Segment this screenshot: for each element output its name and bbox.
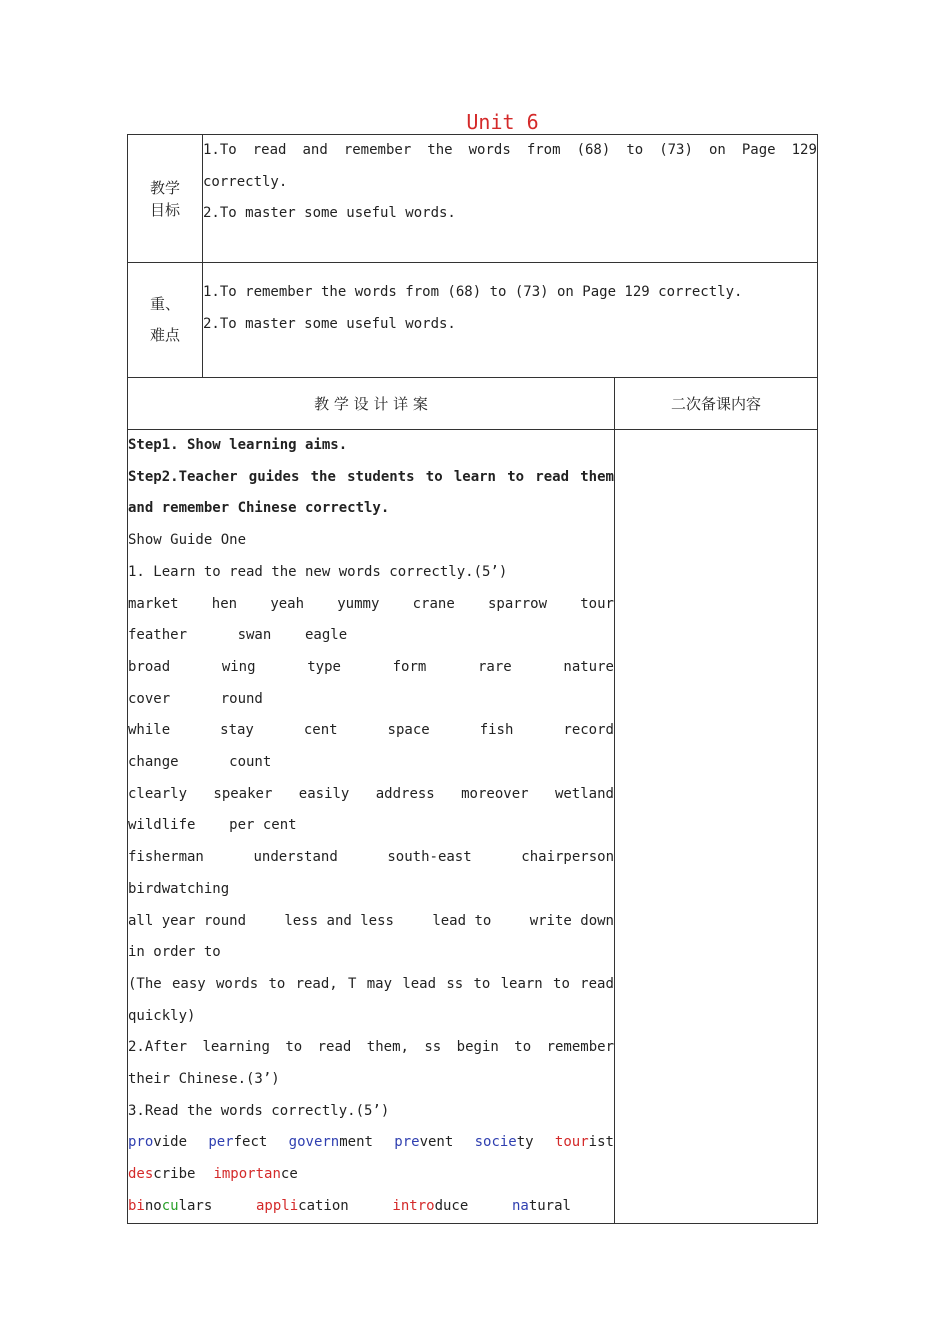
step2-line1 xyxy=(128,462,614,494)
words-row5 xyxy=(128,842,614,874)
word: to xyxy=(473,975,491,992)
word: read, xyxy=(295,975,338,992)
word: 2.After xyxy=(128,1039,188,1056)
word-part: ty xyxy=(516,1134,534,1151)
word: to xyxy=(268,975,286,992)
words-row5-cont: birdwatching xyxy=(128,880,230,897)
objectives-label-line2: 目标 xyxy=(149,200,180,219)
word: yeah xyxy=(270,595,305,612)
words-row2-cont: cover round xyxy=(128,690,263,707)
second-prep-content xyxy=(615,430,818,1224)
word: ss xyxy=(446,975,464,992)
word: learn xyxy=(500,975,543,992)
word: the xyxy=(427,142,453,158)
word: stay xyxy=(220,722,254,739)
word: write down xyxy=(529,912,614,929)
word-part: socie xyxy=(474,1134,517,1151)
word-part: lars xyxy=(178,1197,213,1214)
word: learning xyxy=(202,1039,270,1056)
word-part: cribe xyxy=(153,1166,196,1183)
colored-words-row3 xyxy=(128,1191,614,1223)
phrases-row-cont: in order to xyxy=(128,944,221,961)
word: (68) xyxy=(576,142,611,158)
word: from xyxy=(526,142,561,158)
item2-line1 xyxy=(128,1032,614,1064)
word: to xyxy=(425,468,443,485)
words-row1-cont: feather swan eagle xyxy=(128,627,348,644)
word: less and less xyxy=(284,912,394,929)
word: tour xyxy=(580,595,614,612)
word: space xyxy=(387,722,430,739)
objectives-line2: 2.To master some useful words. xyxy=(203,205,456,222)
word: (The xyxy=(128,975,162,992)
word-part: vide xyxy=(153,1134,188,1151)
lesson-plan-table xyxy=(127,134,818,1224)
word: 129 xyxy=(791,142,817,158)
word: sparrow xyxy=(488,595,548,612)
word: nature xyxy=(563,658,614,675)
word: lead to xyxy=(432,912,492,929)
word: fish xyxy=(479,722,514,739)
word: cent xyxy=(303,722,338,739)
word: easy xyxy=(172,975,206,992)
word: south-east xyxy=(387,849,472,866)
word: rare xyxy=(478,658,512,675)
word: Page xyxy=(741,142,776,158)
word: chairperson xyxy=(521,849,614,866)
guide-title: Show Guide One xyxy=(128,532,247,549)
objectives-line1-cont: correctly. xyxy=(203,173,288,190)
colored-word xyxy=(555,1127,614,1159)
word: words xyxy=(468,142,511,158)
word-part: tural xyxy=(528,1197,571,1214)
item1: 1. Learn to read the new words correctly.(5’) xyxy=(128,563,508,580)
objectives-content xyxy=(203,135,818,263)
colored-word xyxy=(128,1191,212,1223)
word-part: cation xyxy=(298,1197,349,1214)
word: record xyxy=(563,722,614,739)
phrases-row xyxy=(128,906,614,938)
word-part: duce xyxy=(434,1197,469,1214)
colored-word xyxy=(392,1191,468,1223)
word: crane xyxy=(412,595,455,612)
item3: 3.Read the words correctly.(5’) xyxy=(128,1102,390,1119)
page-title: Unit 6 xyxy=(466,110,539,134)
colored-word xyxy=(128,1159,195,1191)
word: to xyxy=(285,1039,303,1056)
colored-words-row2 xyxy=(128,1159,614,1191)
key-points-line1: 1.To remember the words from (68) to (73) on Page 129 correctly. xyxy=(203,284,743,300)
word: on xyxy=(708,142,726,158)
key-points-label-line2: 难点 xyxy=(149,326,180,344)
word: may xyxy=(366,975,393,992)
word: to xyxy=(553,975,570,992)
word-part: des xyxy=(128,1166,154,1183)
word: (73) xyxy=(659,142,693,158)
word: Step2.Teacher xyxy=(128,468,238,485)
word-part: na xyxy=(511,1197,529,1214)
header-row xyxy=(128,378,818,430)
colored-word xyxy=(475,1127,534,1159)
word: yummy xyxy=(337,595,380,612)
word: while xyxy=(128,722,171,739)
word: guides xyxy=(248,468,300,485)
word: easily xyxy=(298,785,350,802)
colored-word xyxy=(128,1127,187,1159)
objectives-row xyxy=(128,135,818,263)
word-part: fect xyxy=(233,1134,268,1151)
word: speaker xyxy=(213,785,273,802)
words-row3-cont: change count xyxy=(128,754,272,771)
colored-word xyxy=(208,1127,267,1159)
word: market xyxy=(128,595,179,612)
word-part: cu xyxy=(161,1197,179,1214)
word-part: tour xyxy=(554,1134,589,1151)
step1: Step1. Show learning aims. xyxy=(128,437,348,453)
key-points-label-line1: 重、 xyxy=(149,295,180,313)
word-part: pre xyxy=(394,1134,420,1151)
second-prep-header: 二次备课内容 xyxy=(615,378,818,430)
word: them xyxy=(580,468,614,485)
word-part: tan xyxy=(255,1166,281,1183)
word: hen xyxy=(211,595,238,612)
word-part: impor xyxy=(213,1166,256,1183)
word: moreover xyxy=(461,785,529,802)
step2-line2: and remember Chinese correctly. xyxy=(128,500,390,517)
key-points-content xyxy=(203,263,818,378)
word: wetland xyxy=(554,785,614,802)
word: broad xyxy=(128,658,171,675)
word: clearly xyxy=(128,785,188,802)
word: to xyxy=(507,468,525,485)
word: words xyxy=(216,975,259,992)
item2-line2: their Chinese.(3’) xyxy=(128,1071,280,1088)
word: type xyxy=(307,658,341,675)
word: read xyxy=(535,468,570,485)
objectives-line1 xyxy=(203,135,817,167)
word: understand xyxy=(253,849,338,866)
word: read xyxy=(317,1039,352,1056)
note-line2: quickly) xyxy=(128,1007,196,1024)
word-part: ce xyxy=(280,1166,298,1183)
word-part: pro xyxy=(128,1134,154,1151)
words-row3 xyxy=(128,715,614,747)
word: fisherman xyxy=(128,849,204,866)
word-part: intro xyxy=(392,1197,435,1214)
colored-word xyxy=(289,1127,373,1159)
colored-word xyxy=(213,1159,297,1191)
word: to xyxy=(626,142,644,158)
word-part: vent xyxy=(419,1134,454,1151)
word-part: ist xyxy=(588,1134,614,1151)
word: read xyxy=(580,975,614,992)
word-part: govern xyxy=(288,1134,340,1151)
word-part: per xyxy=(208,1134,234,1151)
word: ss xyxy=(424,1039,442,1056)
word: students xyxy=(347,468,415,485)
word-part: bi xyxy=(128,1197,145,1214)
word: lead xyxy=(402,975,437,992)
key-points-row xyxy=(128,263,818,378)
note-line1 xyxy=(128,969,614,1001)
word: T xyxy=(348,975,357,992)
word: 1.To xyxy=(203,142,237,158)
key-points-label xyxy=(128,263,203,378)
word: form xyxy=(392,658,427,675)
word-part: appli xyxy=(255,1197,299,1214)
word: remember xyxy=(546,1039,614,1056)
word: and xyxy=(302,142,328,158)
colored-words-row1 xyxy=(128,1127,614,1159)
colored-word xyxy=(256,1191,349,1223)
word: learn xyxy=(453,468,496,485)
word-part: ment xyxy=(339,1134,373,1151)
key-points-line2: 2.To master some useful words. xyxy=(203,315,456,332)
word: wing xyxy=(221,658,256,675)
word: all year round xyxy=(128,912,247,929)
design-header: 教 学 设 计 详 案 xyxy=(128,378,615,430)
words-row4-cont: wildlife per cent xyxy=(128,817,297,834)
main-row xyxy=(128,430,818,1224)
word: begin xyxy=(456,1039,499,1056)
word: the xyxy=(310,468,336,485)
word: them, xyxy=(366,1039,409,1056)
colored-word xyxy=(394,1127,453,1159)
objectives-label-line1: 教学 xyxy=(149,178,180,197)
word-part: no xyxy=(144,1197,162,1214)
words-row2 xyxy=(128,652,614,684)
objectives-label xyxy=(128,135,203,263)
word: remember xyxy=(343,142,412,158)
word: address xyxy=(375,785,435,802)
word: read xyxy=(252,142,287,158)
word: to xyxy=(514,1039,532,1056)
words-row4 xyxy=(128,779,614,811)
design-content xyxy=(128,430,615,1224)
words-row1 xyxy=(128,589,614,621)
colored-word xyxy=(512,1191,571,1223)
